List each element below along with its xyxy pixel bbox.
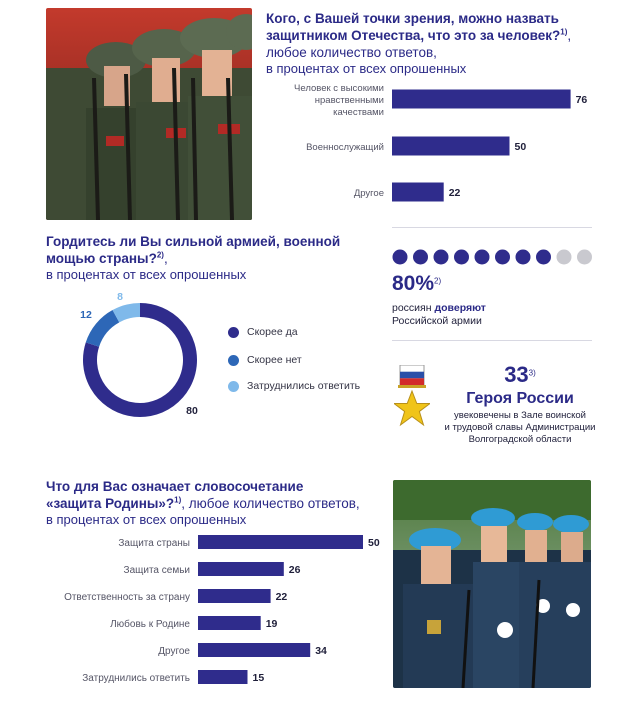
trust-dot bbox=[536, 250, 551, 265]
q3-value-label: 26 bbox=[288, 564, 301, 576]
q1-bar bbox=[392, 137, 510, 156]
q3-bar bbox=[198, 643, 310, 657]
q2-title: Гордитесь ли Вы сильной армией, военной мощью страны?$^{2)}$, bbox=[46, 234, 341, 266]
trust-dot bbox=[454, 250, 469, 265]
trust-dot bbox=[475, 250, 490, 265]
q3-category-label: Затруднились ответить bbox=[82, 673, 190, 684]
heroes-count: 33$^{3)}$ bbox=[504, 362, 536, 387]
legend-item-unsure: Затруднились ответить bbox=[228, 380, 360, 392]
paratroopers-photo bbox=[393, 480, 591, 688]
trust-desc: россиян доверяют Российской армии bbox=[392, 302, 486, 327]
heroes-desc: увековечены в Зале воинской и трудовой славы Администрации Волгоградской области bbox=[444, 410, 596, 445]
donut-slice bbox=[92, 316, 115, 344]
legend-item-no: Скорее нет bbox=[228, 354, 302, 366]
q3-subtitle: в процентах от всех опрошенных bbox=[46, 512, 247, 527]
legend-dot-unsure bbox=[228, 381, 239, 392]
q3-value-label: 19 bbox=[265, 618, 278, 630]
q2-donut-chart bbox=[60, 282, 220, 422]
trust-dot bbox=[434, 250, 449, 265]
trust-dot bbox=[393, 250, 408, 265]
trust-dot bbox=[516, 250, 531, 265]
trust-dot bbox=[577, 250, 592, 265]
q3-bar bbox=[198, 616, 261, 630]
q3-category-label: Ответственность за страну bbox=[64, 592, 190, 603]
q3-bar bbox=[198, 589, 271, 603]
q3-category-label: Защита семьи bbox=[123, 565, 190, 576]
hero-star-medal-icon bbox=[394, 365, 430, 431]
trust-dots bbox=[392, 248, 602, 266]
q1-subtitle: в процентах от всех опрошенных bbox=[266, 61, 467, 76]
q3-bar bbox=[198, 535, 363, 549]
legend-dot-yes bbox=[228, 327, 239, 338]
q3-bar bbox=[198, 670, 248, 684]
donut-value-label: 80 bbox=[186, 405, 198, 417]
q3-value-label: 50 bbox=[368, 537, 380, 549]
trust-value: 80%$^{2)}$ bbox=[392, 272, 442, 295]
q3-title: Что для Вас означает словосочетание «защита Родины»?$^{1)}$, любое количество ответов, bbox=[46, 479, 360, 511]
q1-value-label: 50 bbox=[514, 141, 527, 153]
q3-value-label: 34 bbox=[315, 645, 327, 657]
q3-value-label: 22 bbox=[275, 591, 288, 603]
legend-dot-no bbox=[228, 355, 239, 366]
donut-slice bbox=[116, 310, 140, 316]
q1-category-label: Военнослужащий bbox=[306, 142, 384, 153]
q1-title: Кого, с Вашей точки зрения, можно назвать защитником Отечества, что это за человек?$^{1)}$, любое количество ответов, bbox=[266, 11, 572, 60]
q1-value-label: 22 bbox=[448, 187, 461, 199]
trust-dot bbox=[413, 250, 428, 265]
soldiers-photo bbox=[46, 8, 252, 220]
trust-dot bbox=[557, 250, 572, 265]
q1-category-label: Другое bbox=[353, 188, 384, 199]
q3-bar bbox=[198, 562, 284, 576]
q1-category-label: Человек с высокими нравственными качествами bbox=[294, 83, 384, 118]
q2-subtitle: в процентах от всех опрошенных bbox=[46, 267, 247, 282]
q1-bar bbox=[392, 90, 571, 109]
q3-category-label: Защита страны bbox=[118, 538, 190, 549]
donut-value-label: 8 bbox=[117, 291, 123, 303]
trust-dot bbox=[495, 250, 510, 265]
heroes-title: Героя России bbox=[466, 390, 574, 407]
legend-item-yes: Скорее да bbox=[228, 326, 298, 338]
q1-bar-chart bbox=[262, 80, 612, 210]
q3-category-label: Другое bbox=[158, 646, 190, 657]
q1-value-label: 76 bbox=[575, 94, 588, 106]
q3-value-label: 15 bbox=[252, 672, 265, 684]
q3-category-label: Любовь к Родине bbox=[110, 619, 190, 630]
q1-bar bbox=[392, 183, 444, 202]
donut-value-label: 12 bbox=[80, 309, 92, 321]
q3-bar-chart bbox=[40, 530, 390, 694]
